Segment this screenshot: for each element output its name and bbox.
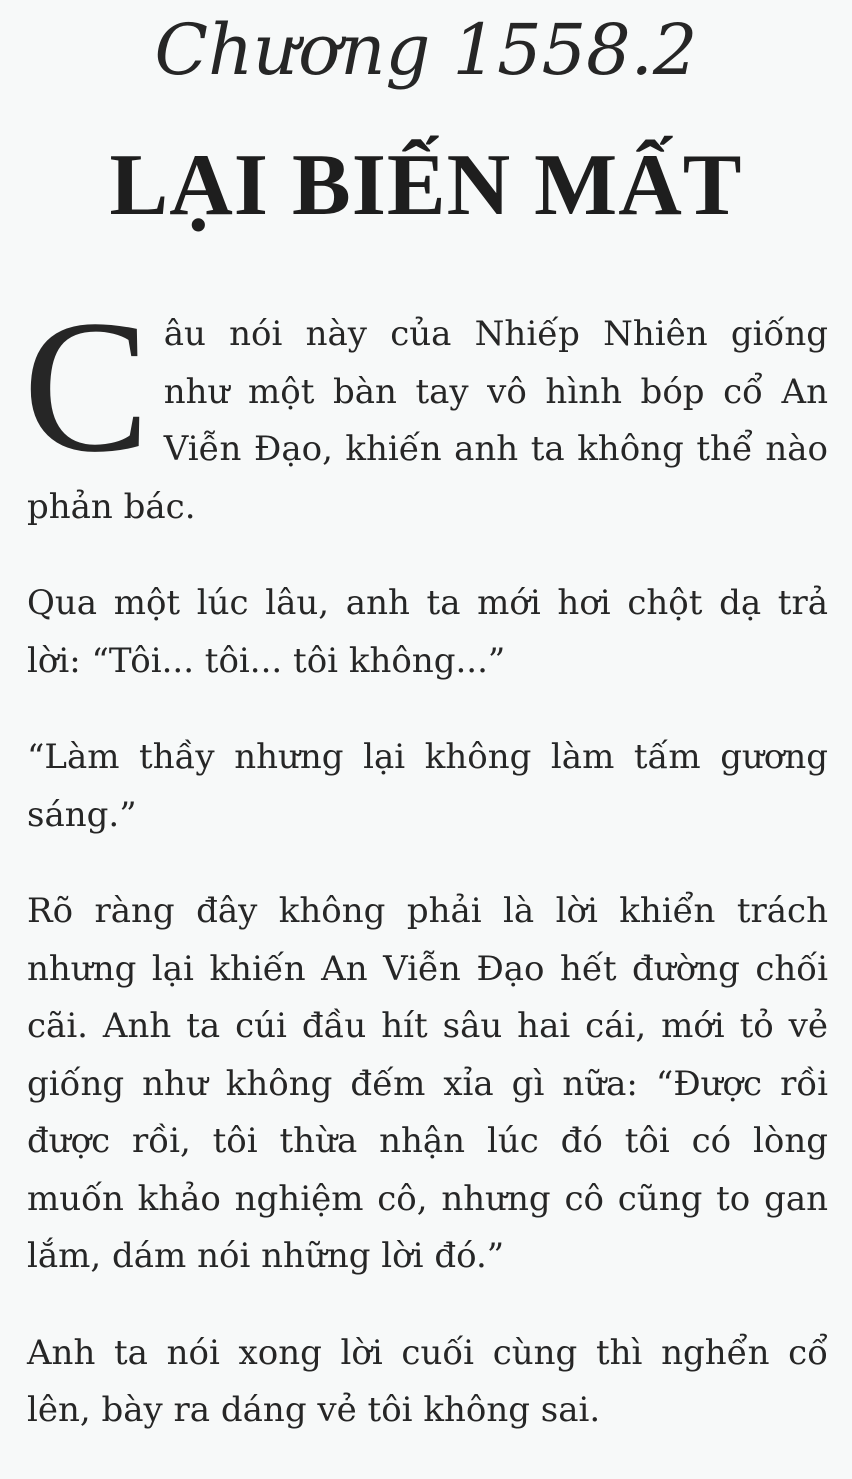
chapter-body bbox=[23, 282, 828, 1479]
chapter-title: LẠI BIẾN MẤT bbox=[109, 137, 743, 234]
paragraph-4: Rõ ràng đây không phải là lời khiển trách nhưng lại khiến An Viễn Đạo hết đường chối cãi. Anh ta cúi đầu hít sâu hai cái, mới tỏ vẻ giống như không đếm xỉa gì nữa: “Được rồi được rồi, tôi thừa nhận lúc đó tôi có lòng muốn khảo nghiệm cô, nhưng cô cũng to gan lắm, dám nói những lời đó.” bbox=[27, 891, 828, 1276]
paragraph-2: Qua một lúc lâu, anh ta mới hơi chột dạ trả lời: “Tôi... tôi... tôi không...” bbox=[27, 583, 828, 681]
chapter-number: Chương 1558.2 bbox=[154, 9, 698, 91]
paragraph-1-text: âu nói này của Nhiếp Nhiên giống như một bàn tay vô hình bóp cổ An Viễn Đạo, khiến anh ta không thể nào phản bác. bbox=[27, 314, 828, 527]
paragraph-1 bbox=[23, 282, 828, 536]
paragraph-3: “Làm thầy nhưng lại không làm tấm gương sáng.” bbox=[27, 737, 828, 835]
paragraph-5: Anh ta nói xong lời cuối cùng thì nghển cổ lên, bày ra dáng vẻ tôi không sai. bbox=[27, 1332, 828, 1430]
drop-cap: C bbox=[23, 282, 150, 492]
